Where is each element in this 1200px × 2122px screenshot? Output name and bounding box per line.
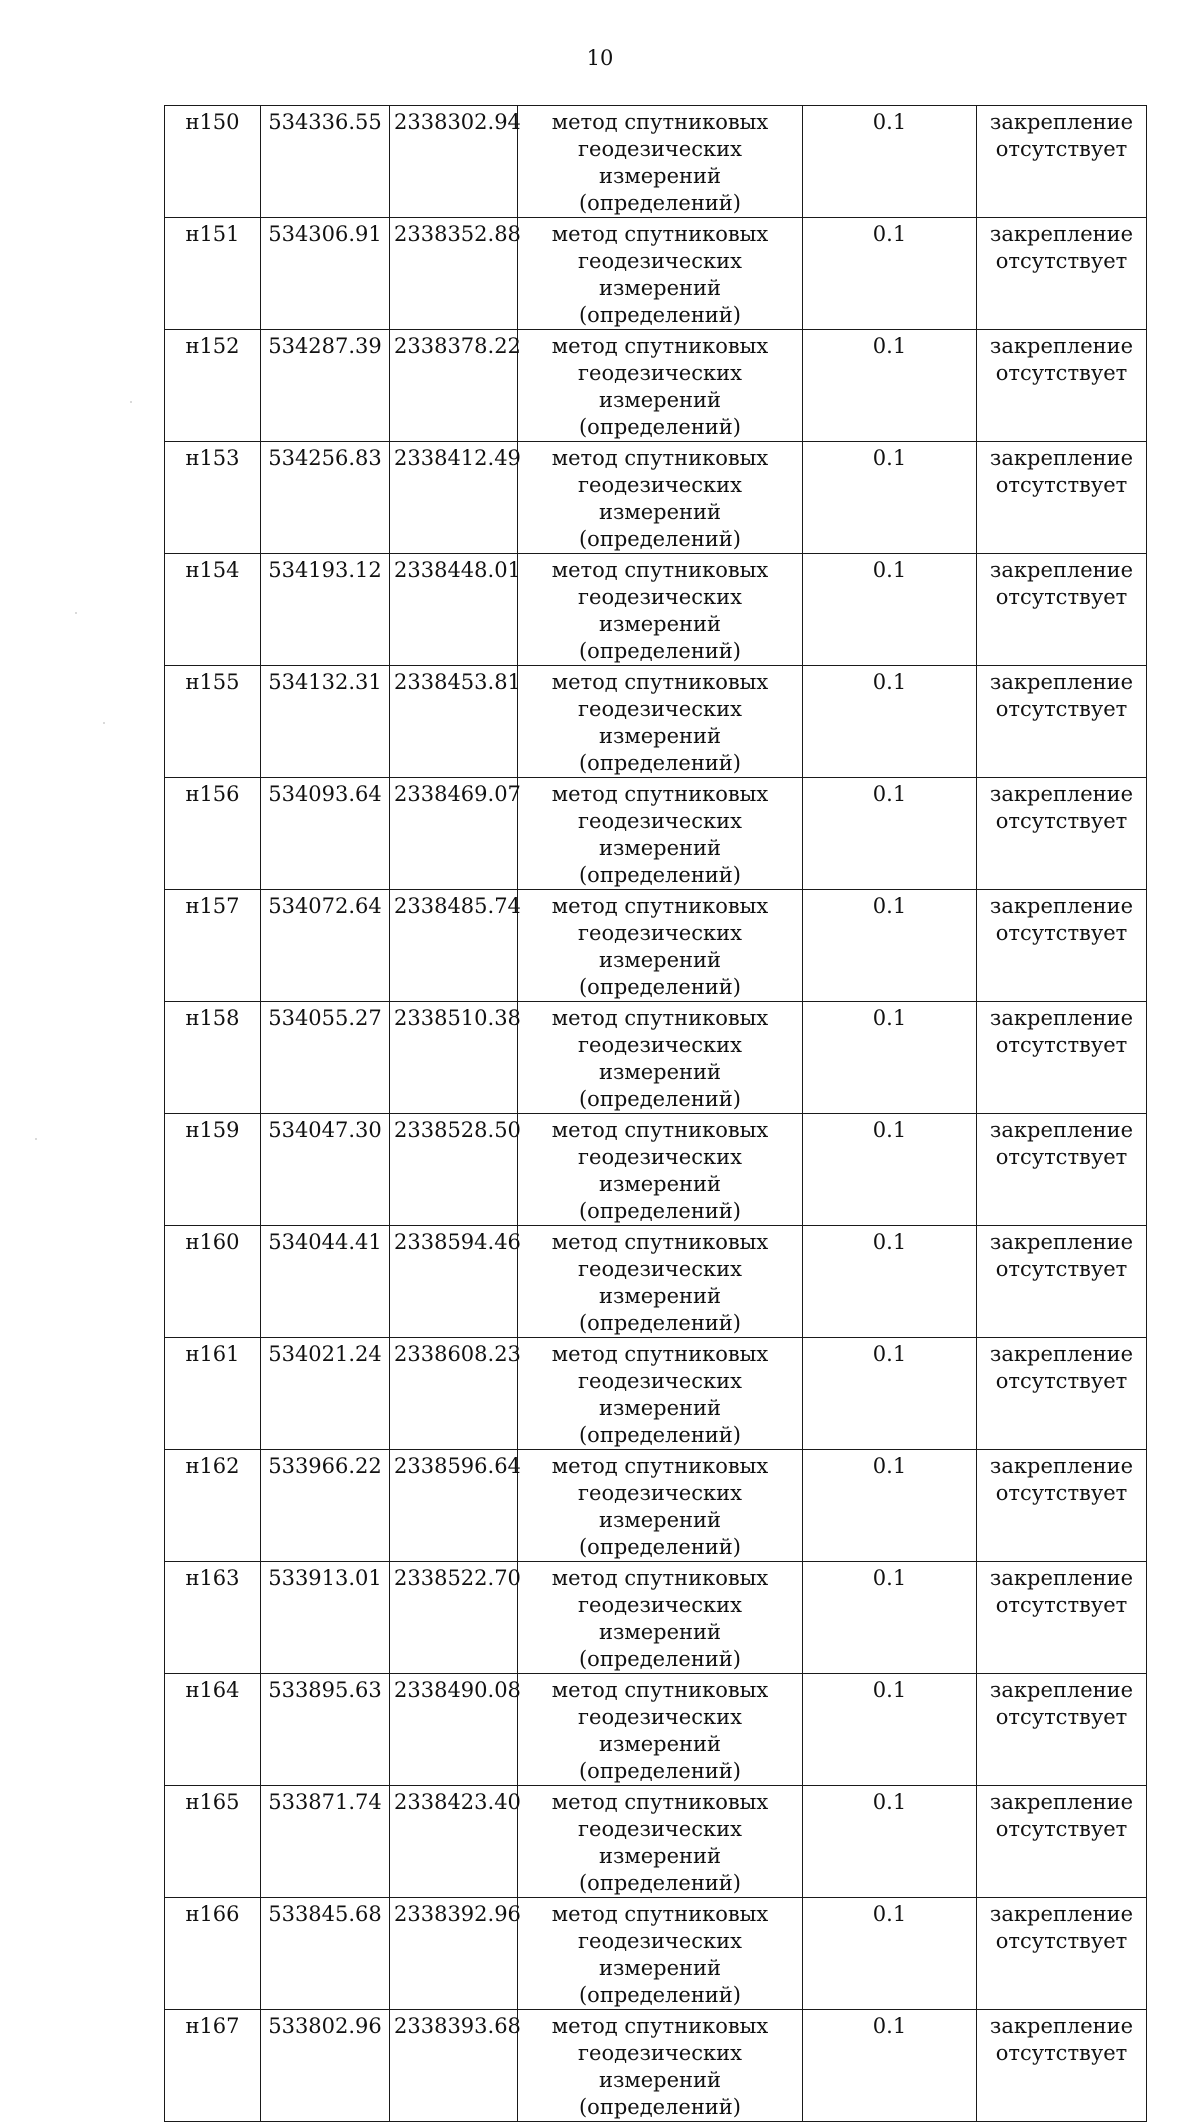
- method-line: (определений): [578, 639, 741, 663]
- method-line: (определений): [578, 1199, 741, 1223]
- fixing-line: отсутствует: [995, 697, 1128, 721]
- point-name-cell: н158: [165, 1002, 261, 1114]
- point-name-cell: н166: [165, 1898, 261, 2010]
- precision-cell: 0.1: [803, 442, 977, 554]
- x-coordinate-cell: 534055.27: [261, 1002, 390, 1114]
- point-name-cell: н154: [165, 554, 261, 666]
- point-name-cell: н164: [165, 1674, 261, 1786]
- method-line: (определений): [578, 1087, 741, 1111]
- x-coordinate-cell: 533871.74: [261, 1786, 390, 1898]
- x-coordinate-cell: 533845.68: [261, 1898, 390, 2010]
- method-cell: [518, 1786, 803, 1898]
- y-coordinate-cell: 2338412.49: [390, 442, 518, 554]
- y-coordinate-cell: 2338594.46: [390, 1226, 518, 1338]
- table-row: [165, 442, 1147, 554]
- table-row: [165, 1674, 1147, 1786]
- fixing-cell: [977, 218, 1147, 330]
- table-row: [165, 1898, 1147, 2010]
- method-line: геодезических измерений: [578, 137, 742, 188]
- fixing-line: отсутствует: [995, 1929, 1128, 1953]
- method-cell: [518, 442, 803, 554]
- precision-cell: 0.1: [803, 1114, 977, 1226]
- x-coordinate-cell: 534047.30: [261, 1114, 390, 1226]
- fixing-cell: [977, 1226, 1147, 1338]
- method-cell: [518, 1674, 803, 1786]
- fixing-cell: [977, 2010, 1147, 2122]
- x-coordinate-cell: 533966.22: [261, 1450, 390, 1562]
- fixing-line: закрепление: [989, 1230, 1134, 1254]
- fixing-line: закрепление: [989, 1342, 1134, 1366]
- method-line: геодезических измерений: [578, 1817, 742, 1868]
- method-line: геодезических измерений: [578, 697, 742, 748]
- fixing-line: отсутствует: [995, 473, 1128, 497]
- fixing-cell: [977, 554, 1147, 666]
- table-row: [165, 1450, 1147, 1562]
- method-line: (определений): [578, 1983, 741, 2007]
- precision-cell: 0.1: [803, 1002, 977, 1114]
- fixing-line: закрепление: [989, 782, 1134, 806]
- y-coordinate-cell: 2338393.68: [390, 2010, 518, 2122]
- coordinates-table-body: [165, 106, 1147, 2122]
- method-cell: [518, 106, 803, 218]
- precision-cell: 0.1: [803, 666, 977, 778]
- x-coordinate-cell: 533913.01: [261, 1562, 390, 1674]
- fixing-line: закрепление: [989, 2014, 1134, 2038]
- x-coordinate-cell: 534072.64: [261, 890, 390, 1002]
- method-cell: [518, 666, 803, 778]
- fixing-cell: [977, 778, 1147, 890]
- method-line: (определений): [578, 415, 741, 439]
- fixing-line: отсутствует: [995, 1145, 1128, 1169]
- method-line: метод спутниковых: [551, 894, 769, 918]
- fixing-line: закрепление: [989, 1006, 1134, 1030]
- method-line: геодезических измерений: [578, 2041, 742, 2092]
- table-row: [165, 666, 1147, 778]
- method-cell: [518, 2010, 803, 2122]
- fixing-line: отсутствует: [995, 2041, 1128, 2065]
- method-line: геодезических измерений: [578, 921, 742, 972]
- method-line: (определений): [578, 2095, 741, 2119]
- method-cell: [518, 554, 803, 666]
- y-coordinate-cell: 2338596.64: [390, 1450, 518, 1562]
- fixing-line: закрепление: [989, 1118, 1134, 1142]
- fixing-line: отсутствует: [995, 921, 1128, 945]
- table-row: [165, 890, 1147, 1002]
- point-name-cell: н151: [165, 218, 261, 330]
- precision-cell: 0.1: [803, 330, 977, 442]
- method-line: геодезических измерений: [578, 809, 742, 860]
- point-name-cell: н162: [165, 1450, 261, 1562]
- precision-cell: 0.1: [803, 2010, 977, 2122]
- method-line: (определений): [578, 191, 741, 215]
- table-row: [165, 1338, 1147, 1450]
- x-coordinate-cell: 534306.91: [261, 218, 390, 330]
- y-coordinate-cell: 2338485.74: [390, 890, 518, 1002]
- fixing-cell: [977, 442, 1147, 554]
- precision-cell: 0.1: [803, 1450, 977, 1562]
- method-line: (определений): [578, 1311, 741, 1335]
- table-row: [165, 554, 1147, 666]
- y-coordinate-cell: 2338469.07: [390, 778, 518, 890]
- method-cell: [518, 1114, 803, 1226]
- precision-cell: 0.1: [803, 1338, 977, 1450]
- fixing-line: отсутствует: [995, 361, 1128, 385]
- precision-cell: 0.1: [803, 1786, 977, 1898]
- method-line: геодезических измерений: [578, 1929, 742, 1980]
- fixing-line: закрепление: [989, 894, 1134, 918]
- method-line: метод спутниковых: [551, 1454, 769, 1478]
- fixing-line: закрепление: [989, 1902, 1134, 1926]
- point-name-cell: н159: [165, 1114, 261, 1226]
- coordinates-table: [164, 105, 1147, 2122]
- fixing-cell: [977, 1450, 1147, 1562]
- table-row: [165, 2010, 1147, 2122]
- method-line: (определений): [578, 975, 741, 999]
- method-cell: [518, 1898, 803, 2010]
- fixing-cell: [977, 1562, 1147, 1674]
- fixing-line: закрепление: [989, 110, 1134, 134]
- fixing-line: отсутствует: [995, 249, 1128, 273]
- method-line: геодезических измерений: [578, 1593, 742, 1644]
- method-line: метод спутниковых: [551, 1342, 769, 1366]
- point-name-cell: н167: [165, 2010, 261, 2122]
- method-line: геодезических измерений: [578, 585, 742, 636]
- x-coordinate-cell: 534093.64: [261, 778, 390, 890]
- precision-cell: 0.1: [803, 554, 977, 666]
- precision-cell: 0.1: [803, 890, 977, 1002]
- fixing-line: закрепление: [989, 334, 1134, 358]
- method-cell: [518, 778, 803, 890]
- method-line: геодезических измерений: [578, 1033, 742, 1084]
- fixing-line: закрепление: [989, 1454, 1134, 1478]
- x-coordinate-cell: 534132.31: [261, 666, 390, 778]
- table-row: [165, 1562, 1147, 1674]
- method-line: метод спутниковых: [551, 558, 769, 582]
- fixing-cell: [977, 666, 1147, 778]
- point-name-cell: н155: [165, 666, 261, 778]
- precision-cell: 0.1: [803, 778, 977, 890]
- fixing-line: отсутствует: [995, 809, 1128, 833]
- precision-cell: 0.1: [803, 218, 977, 330]
- precision-cell: 0.1: [803, 1898, 977, 2010]
- fixing-line: отсутствует: [995, 1817, 1128, 1841]
- method-line: метод спутниковых: [551, 446, 769, 470]
- fixing-cell: [977, 1674, 1147, 1786]
- fixing-cell: [977, 1338, 1147, 1450]
- method-line: геодезических измерений: [578, 1257, 742, 1308]
- method-line: метод спутниковых: [551, 1678, 769, 1702]
- y-coordinate-cell: 2338352.88: [390, 218, 518, 330]
- table-row: [165, 106, 1147, 218]
- method-line: метод спутниковых: [551, 1230, 769, 1254]
- scan-speck: [35, 1138, 37, 1140]
- page-number: 10: [586, 46, 614, 70]
- y-coordinate-cell: 2338302.94: [390, 106, 518, 218]
- method-line: геодезических измерений: [578, 1705, 742, 1756]
- point-name-cell: н161: [165, 1338, 261, 1450]
- table-row: [165, 218, 1147, 330]
- method-line: геодезических измерений: [578, 1145, 742, 1196]
- method-line: метод спутниковых: [551, 670, 769, 694]
- fixing-line: отсутствует: [995, 1257, 1128, 1281]
- y-coordinate-cell: 2338453.81: [390, 666, 518, 778]
- fixing-cell: [977, 1002, 1147, 1114]
- y-coordinate-cell: 2338522.70: [390, 1562, 518, 1674]
- y-coordinate-cell: 2338392.96: [390, 1898, 518, 2010]
- fixing-line: закрепление: [989, 558, 1134, 582]
- method-line: (определений): [578, 863, 741, 887]
- fixing-line: отсутствует: [995, 1369, 1128, 1393]
- method-line: геодезических измерений: [578, 1369, 742, 1420]
- method-line: геодезических измерений: [578, 1481, 742, 1532]
- point-name-cell: н160: [165, 1226, 261, 1338]
- fixing-cell: [977, 1114, 1147, 1226]
- method-line: метод спутниковых: [551, 334, 769, 358]
- method-line: геодезических измерений: [578, 473, 742, 524]
- method-line: метод спутниковых: [551, 110, 769, 134]
- precision-cell: 0.1: [803, 1674, 977, 1786]
- method-cell: [518, 1338, 803, 1450]
- fixing-cell: [977, 330, 1147, 442]
- fixing-line: закрепление: [989, 1790, 1134, 1814]
- x-coordinate-cell: 534336.55: [261, 106, 390, 218]
- x-coordinate-cell: 533802.96: [261, 2010, 390, 2122]
- method-line: (определений): [578, 303, 741, 327]
- method-cell: [518, 218, 803, 330]
- point-name-cell: н156: [165, 778, 261, 890]
- fixing-line: отсутствует: [995, 1705, 1128, 1729]
- method-line: (определений): [578, 751, 741, 775]
- y-coordinate-cell: 2338510.38: [390, 1002, 518, 1114]
- method-line: геодезических измерений: [578, 249, 742, 300]
- y-coordinate-cell: 2338528.50: [390, 1114, 518, 1226]
- method-line: (определений): [578, 1647, 741, 1671]
- method-line: (определений): [578, 1423, 741, 1447]
- precision-cell: 0.1: [803, 1562, 977, 1674]
- point-name-cell: н152: [165, 330, 261, 442]
- point-name-cell: н157: [165, 890, 261, 1002]
- fixing-line: закрепление: [989, 1678, 1134, 1702]
- method-line: метод спутниковых: [551, 1566, 769, 1590]
- method-line: метод спутниковых: [551, 1006, 769, 1030]
- y-coordinate-cell: 2338423.40: [390, 1786, 518, 1898]
- x-coordinate-cell: 534193.12: [261, 554, 390, 666]
- method-line: метод спутниковых: [551, 1902, 769, 1926]
- fixing-line: закрепление: [989, 446, 1134, 470]
- method-line: геодезических измерений: [578, 361, 742, 412]
- method-line: метод спутниковых: [551, 1790, 769, 1814]
- fixing-line: отсутствует: [995, 1593, 1128, 1617]
- point-name-cell: н150: [165, 106, 261, 218]
- y-coordinate-cell: 2338448.01: [390, 554, 518, 666]
- y-coordinate-cell: 2338378.22: [390, 330, 518, 442]
- method-cell: [518, 330, 803, 442]
- scan-speck: [130, 401, 132, 403]
- method-line: (определений): [578, 1759, 741, 1783]
- x-coordinate-cell: 534287.39: [261, 330, 390, 442]
- table-row: [165, 1114, 1147, 1226]
- fixing-line: отсутствует: [995, 137, 1128, 161]
- method-cell: [518, 1002, 803, 1114]
- fixing-line: отсутствует: [995, 1033, 1128, 1057]
- fixing-line: закрепление: [989, 222, 1134, 246]
- point-name-cell: н163: [165, 1562, 261, 1674]
- fixing-cell: [977, 106, 1147, 218]
- fixing-line: отсутствует: [995, 585, 1128, 609]
- x-coordinate-cell: 534044.41: [261, 1226, 390, 1338]
- table-row: [165, 1226, 1147, 1338]
- fixing-cell: [977, 890, 1147, 1002]
- method-line: (определений): [578, 1871, 741, 1895]
- method-line: метод спутниковых: [551, 222, 769, 246]
- scan-speck: [75, 612, 77, 614]
- method-line: метод спутниковых: [551, 2014, 769, 2038]
- point-name-cell: н165: [165, 1786, 261, 1898]
- method-cell: [518, 1226, 803, 1338]
- precision-cell: 0.1: [803, 1226, 977, 1338]
- method-cell: [518, 890, 803, 1002]
- fixing-line: закрепление: [989, 1566, 1134, 1590]
- table-row: [165, 330, 1147, 442]
- method-line: (определений): [578, 527, 741, 551]
- method-line: метод спутниковых: [551, 1118, 769, 1142]
- x-coordinate-cell: 534256.83: [261, 442, 390, 554]
- method-cell: [518, 1450, 803, 1562]
- table-row: [165, 1786, 1147, 1898]
- x-coordinate-cell: 533895.63: [261, 1674, 390, 1786]
- fixing-line: отсутствует: [995, 1481, 1128, 1505]
- x-coordinate-cell: 534021.24: [261, 1338, 390, 1450]
- y-coordinate-cell: 2338608.23: [390, 1338, 518, 1450]
- method-cell: [518, 1562, 803, 1674]
- point-name-cell: н153: [165, 442, 261, 554]
- fixing-cell: [977, 1786, 1147, 1898]
- precision-cell: 0.1: [803, 106, 977, 218]
- method-line: метод спутниковых: [551, 782, 769, 806]
- scan-speck: [103, 722, 105, 724]
- fixing-line: закрепление: [989, 670, 1134, 694]
- table-row: [165, 1002, 1147, 1114]
- method-line: (определений): [578, 1535, 741, 1559]
- fixing-cell: [977, 1898, 1147, 2010]
- table-row: [165, 778, 1147, 890]
- coordinates-table-container: [164, 105, 1147, 2122]
- y-coordinate-cell: 2338490.08: [390, 1674, 518, 1786]
